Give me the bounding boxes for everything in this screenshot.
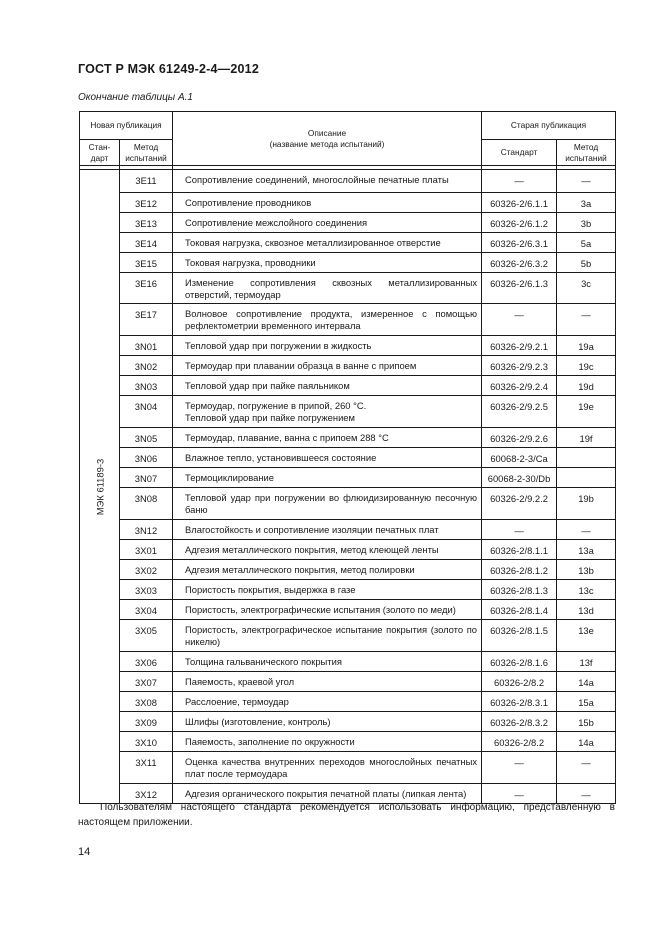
test-description: Пористость покрытия, выдержка в газе [173,580,482,600]
test-code: 3E17 [120,304,173,336]
old-method: 3b [557,213,616,233]
old-standard: 60326-2/8.2 [482,672,557,692]
test-description: Сопротивление проводников [173,193,482,213]
table-row [80,488,616,520]
old-standard: 60326-2/9.2.1 [482,336,557,356]
old-standard: 60326-2/8.1.6 [482,652,557,672]
old-standard: 60068-2-3/Ca [482,448,557,468]
table-row [80,692,616,712]
old-standard: 60326-2/8.1.5 [482,620,557,652]
test-code: 3E15 [120,253,173,273]
table-row [80,580,616,600]
test-code: 3X06 [120,652,173,672]
table-row [80,193,616,213]
test-description: Расслоение, термоудар [173,692,482,712]
old-method: 19a [557,336,616,356]
old-standard: 60326-2/8.3.1 [482,692,557,712]
old-method: 15b [557,712,616,732]
table-caption: Окончание таблицы А.1 [78,92,193,103]
old-method: 3a [557,193,616,213]
header-method: Метод испытаний [120,140,173,166]
test-description: Адгезия органического покрытия печатной платы (липкая лента) [173,784,482,804]
table-row [80,752,616,784]
header-old-method: Метод испытаний [557,140,616,166]
header-description-subtitle: (название метода испытаний) [269,138,385,149]
test-code: 3X08 [120,692,173,712]
test-description: Тепловой удар при пайке паяльником [173,376,482,396]
old-method [557,468,616,488]
old-standard: 60326-2/9.2.6 [482,428,557,448]
old-standard: — [482,784,557,804]
old-standard: 60326-2/6.3.2 [482,253,557,273]
test-description: Паяемость, краевой угол [173,672,482,692]
old-method: 15a [557,692,616,712]
old-method [557,448,616,468]
header-description-title: Описание [307,127,347,138]
old-standard: 60326-2/6.1.1 [482,193,557,213]
old-method: 5b [557,253,616,273]
table-row [80,652,616,672]
old-method: — [557,784,616,804]
test-description: Влагостойкость и сопротивление изоляции печатных плат [173,520,482,540]
test-description: Изменение сопротивления сквозных металлизированных отверстий, термоудар [173,273,482,304]
old-standard: 60326-2/6.1.3 [482,273,557,304]
old-standard: — [482,520,557,540]
test-description: Токовая нагрузка, проводники [173,253,482,273]
old-method: 13b [557,560,616,580]
old-method: 13a [557,540,616,560]
test-code: 3E12 [120,193,173,213]
table-row [80,520,616,540]
table-row [80,273,616,304]
test-description: Адгезия металлического покрытия, метод клеющей ленты [173,540,482,560]
test-code: 3N08 [120,488,173,520]
old-standard: 60326-2/9.2.2 [482,488,557,520]
test-description: Волновое сопротивление продукта, измеренное с помощью рефлектометрии временного интервала [173,304,482,336]
old-standard: 60326-2/8.1.1 [482,540,557,560]
old-standard: — [482,304,557,336]
old-method: 19c [557,356,616,376]
old-method: 19e [557,396,616,428]
test-code: 3X07 [120,672,173,692]
old-standard: — [482,170,557,193]
old-method: — [557,170,616,193]
old-method: 14a [557,672,616,692]
old-standard: 60326-2/9.2.4 [482,376,557,396]
table-row [80,233,616,253]
old-method: 13d [557,600,616,620]
old-standard: 60326-2/6.3.1 [482,233,557,253]
test-code: 3X12 [120,784,173,804]
table-row [80,253,616,273]
test-code: 3N02 [120,356,173,376]
page-number: 14 [78,846,91,858]
table-body [80,166,616,804]
test-description: Сопротивление соединений, многослойные печатные платы [173,170,482,193]
old-method: 13c [557,580,616,600]
old-method: 19d [557,376,616,396]
test-description: Термоудар, плавание, ванна с припоем 288 °С [173,428,482,448]
table-row [80,600,616,620]
test-description-line: Термоудар, погружение в припой, 260 °С. [185,400,367,411]
test-description: Термоудар при плавании образца в ванне с припоем [173,356,482,376]
test-code: 3E11 [120,170,173,193]
test-description: Толщина гальванического покрытия [173,652,482,672]
old-method: — [557,304,616,336]
table-row [80,620,616,652]
table-row [80,396,616,428]
old-method: 19f [557,428,616,448]
old-standard: 60326-2/8.1.2 [482,560,557,580]
table-row [80,560,616,580]
table-row [80,712,616,732]
table-row [80,672,616,692]
test-description-line: Тепловой удар при пайке погружением [185,411,355,423]
test-code: 3E16 [120,273,173,304]
table-row [80,448,616,468]
old-standard: — [482,752,557,784]
document-header-title: ГОСТ Р МЭК 61249-2-4—2012 [78,62,259,76]
old-method: — [557,520,616,540]
table-row [80,732,616,752]
old-standard: 60326-2/8.3.2 [482,712,557,732]
test-code: 3N07 [120,468,173,488]
test-code: 3X09 [120,712,173,732]
table-row [80,213,616,233]
test-code: 3X04 [120,600,173,620]
test-description: Токовая нагрузка, сквозное металлизированное отверстие [173,233,482,253]
table-row [80,428,616,448]
test-description: Оценка качества внутренних переходов многослойных печатных плат после термоудара [173,752,482,784]
test-description: Тепловой удар при погружении в жидкость [173,336,482,356]
table-row [80,336,616,356]
test-code: 3X03 [120,580,173,600]
header-new-publication: Новая публикация [80,112,173,140]
old-standard: 60326-2/8.2 [482,732,557,752]
table-row [80,468,616,488]
old-standard: 60326-2/9.2.5 [482,396,557,428]
test-code: 3X05 [120,620,173,652]
test-description [173,396,482,428]
test-code: 3X01 [120,540,173,560]
test-description: Шлифы (изготовление, контроль) [173,712,482,732]
test-code: 3N03 [120,376,173,396]
old-standard: 60326-2/6.1.2 [482,213,557,233]
test-code: 3N01 [120,336,173,356]
test-description: Термоциклирование [173,468,482,488]
table-row [80,170,616,193]
test-code: 3E13 [120,213,173,233]
test-description: Тепловой удар при погружении во флюидизированную песочную баню [173,488,482,520]
old-standard: 60068-2-30/Db [482,468,557,488]
test-code: 3X10 [120,732,173,752]
table-row [80,540,616,560]
test-code: 3N06 [120,448,173,468]
test-code: 3X11 [120,752,173,784]
old-method: 13f [557,652,616,672]
old-method: 19b [557,488,616,520]
test-description: Пористость, электрографические испытания (золото по меди) [173,600,482,620]
header-old-publication: Старая публикация [482,112,616,140]
test-description: Паяемость, заполнение по окружности [173,732,482,752]
table-row [80,376,616,396]
old-standard: 60326-2/9.2.3 [482,356,557,376]
test-code: 3E14 [120,233,173,253]
header-standard: Стан-дарт [80,140,120,166]
test-description: Сопротивление межслойного соединения [173,213,482,233]
test-description: Влажное тепло, установившееся состояние [173,448,482,468]
test-description: Адгезия металлического покрытия, метод полировки [173,560,482,580]
old-method: 3c [557,273,616,304]
test-code: 3N05 [120,428,173,448]
old-method: 14a [557,732,616,752]
old-method: — [557,752,616,784]
standard-name-cell [80,170,120,804]
old-method: 5a [557,233,616,253]
standard-name: МЭК 61189-3 [94,458,105,515]
test-code: 3X02 [120,560,173,580]
old-standard: 60326-2/8.1.3 [482,580,557,600]
table-row [80,356,616,376]
old-method: 13e [557,620,616,652]
test-description: Пористость, электрографическое испытание покрытия (золото по никелю) [173,620,482,652]
test-code: 3N12 [120,520,173,540]
publication-table [79,111,616,804]
note-paragraph: Пользователям настоящего стандарта рекомендуется использовать информацию, представленную в настоящем приложении. [78,802,615,828]
header-description [173,112,482,166]
header-old-standard: Стандарт [482,140,557,166]
old-standard: 60326-2/8.1.4 [482,600,557,620]
test-code: 3N04 [120,396,173,428]
table-row [80,304,616,336]
